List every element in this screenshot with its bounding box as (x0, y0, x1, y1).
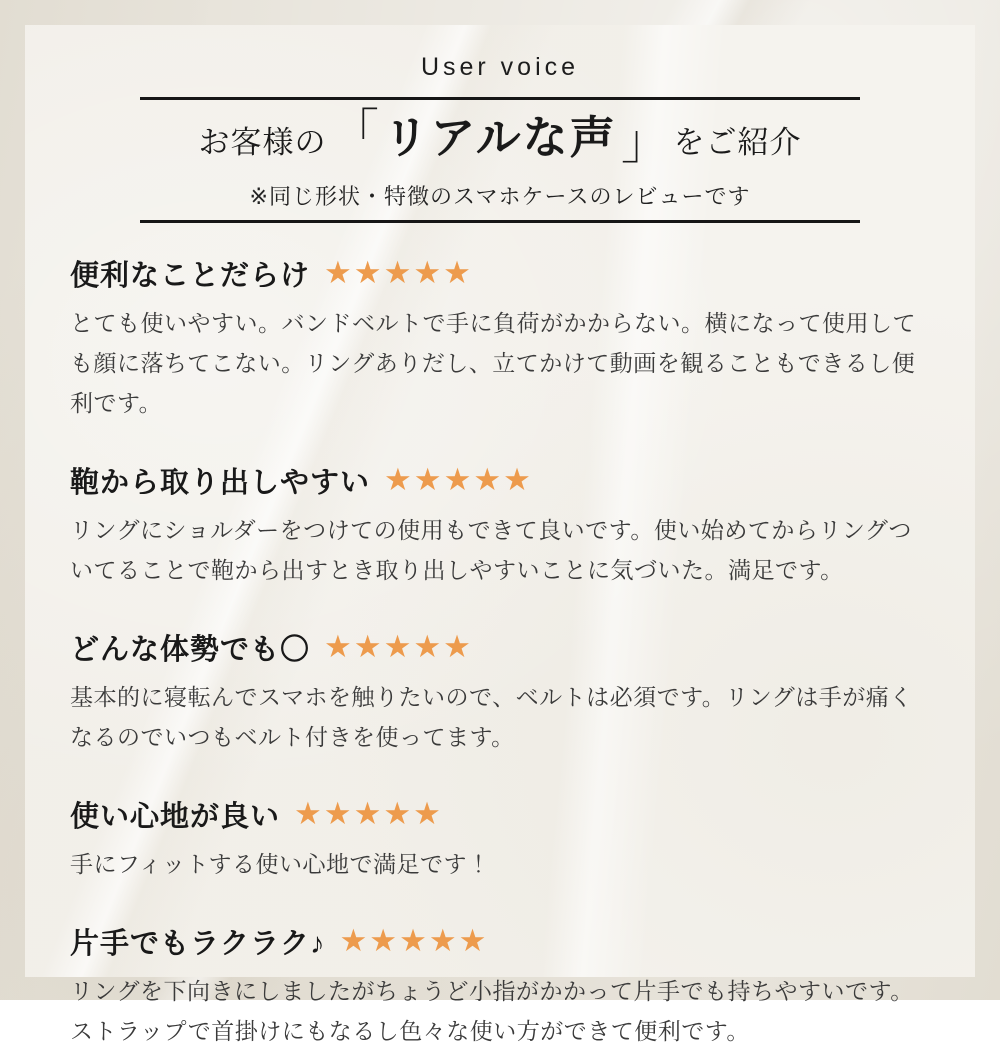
star-rating-icon: ★★★★★ (324, 255, 473, 290)
review-item (70, 627, 930, 757)
review-title: 便利なことだらけ (70, 260, 311, 292)
review-body: 手にフィットする使い心地で満足です！ (70, 851, 491, 877)
star-rating-icon: ★★★★★ (324, 629, 473, 664)
review-title: 鞄から取り出しやすい (70, 467, 371, 499)
review-title-row (70, 794, 930, 835)
review-item (70, 253, 930, 423)
star-rating-icon: ★★★★★ (384, 462, 533, 497)
review-item (70, 460, 930, 590)
section-header (25, 25, 975, 223)
review-body: リングにショルダーをつけての使用もできて良いです。使い始めてからリングついてることで鞄から出すとき取り出しやすいことに気づいた。満足です。 (70, 517, 912, 583)
headline-bracket-close: 」 (621, 116, 670, 169)
review-title: 使い心地が良い (70, 801, 281, 833)
review-body: リングを下向きにしましたがちょうど小指がかかって片手でも持ちやすいです。ストラップで首掛けにもなるし色々な使い方ができて便利です。 (70, 978, 914, 1044)
divider-top (140, 97, 860, 100)
review-title: 片手でもラクラク♪ (70, 928, 326, 960)
review-body: とても使いやすい。バンドベルトで手に負荷がかからない。横になって使用しても顔に落ちてこない。リングありだし、立てかけて動画を観ることもできるし便利です。 (70, 310, 916, 416)
headline-note: ※同じ形状・特徴のスマホケースのレビューです (249, 184, 751, 209)
review-item (70, 794, 930, 884)
reviews-list (25, 223, 975, 1051)
review-item (70, 921, 930, 1051)
paper-panel (25, 25, 975, 1044)
headline-highlight: リアルな声 (383, 112, 617, 163)
headline-prefix: お客様の (198, 125, 327, 160)
review-title-row (70, 460, 930, 501)
section-headline (25, 106, 975, 178)
review-title-row (70, 253, 930, 294)
star-rating-icon: ★★★★★ (339, 923, 489, 958)
eyebrow-title: User voice (420, 53, 580, 81)
review-title: どんな体勢でも〇 (70, 634, 311, 666)
star-rating-icon: ★★★★★ (294, 796, 443, 831)
review-title-row (70, 627, 930, 668)
headline-bracket-open: 「 (330, 106, 379, 159)
review-body: 基本的に寝転んでスマホを触りたいので、ベルトは必須です。リングは手が痛くなるのでいつもベルト付きを使ってます。 (70, 684, 913, 750)
review-title-row (70, 921, 930, 962)
headline-suffix: をご紹介 (673, 125, 802, 160)
